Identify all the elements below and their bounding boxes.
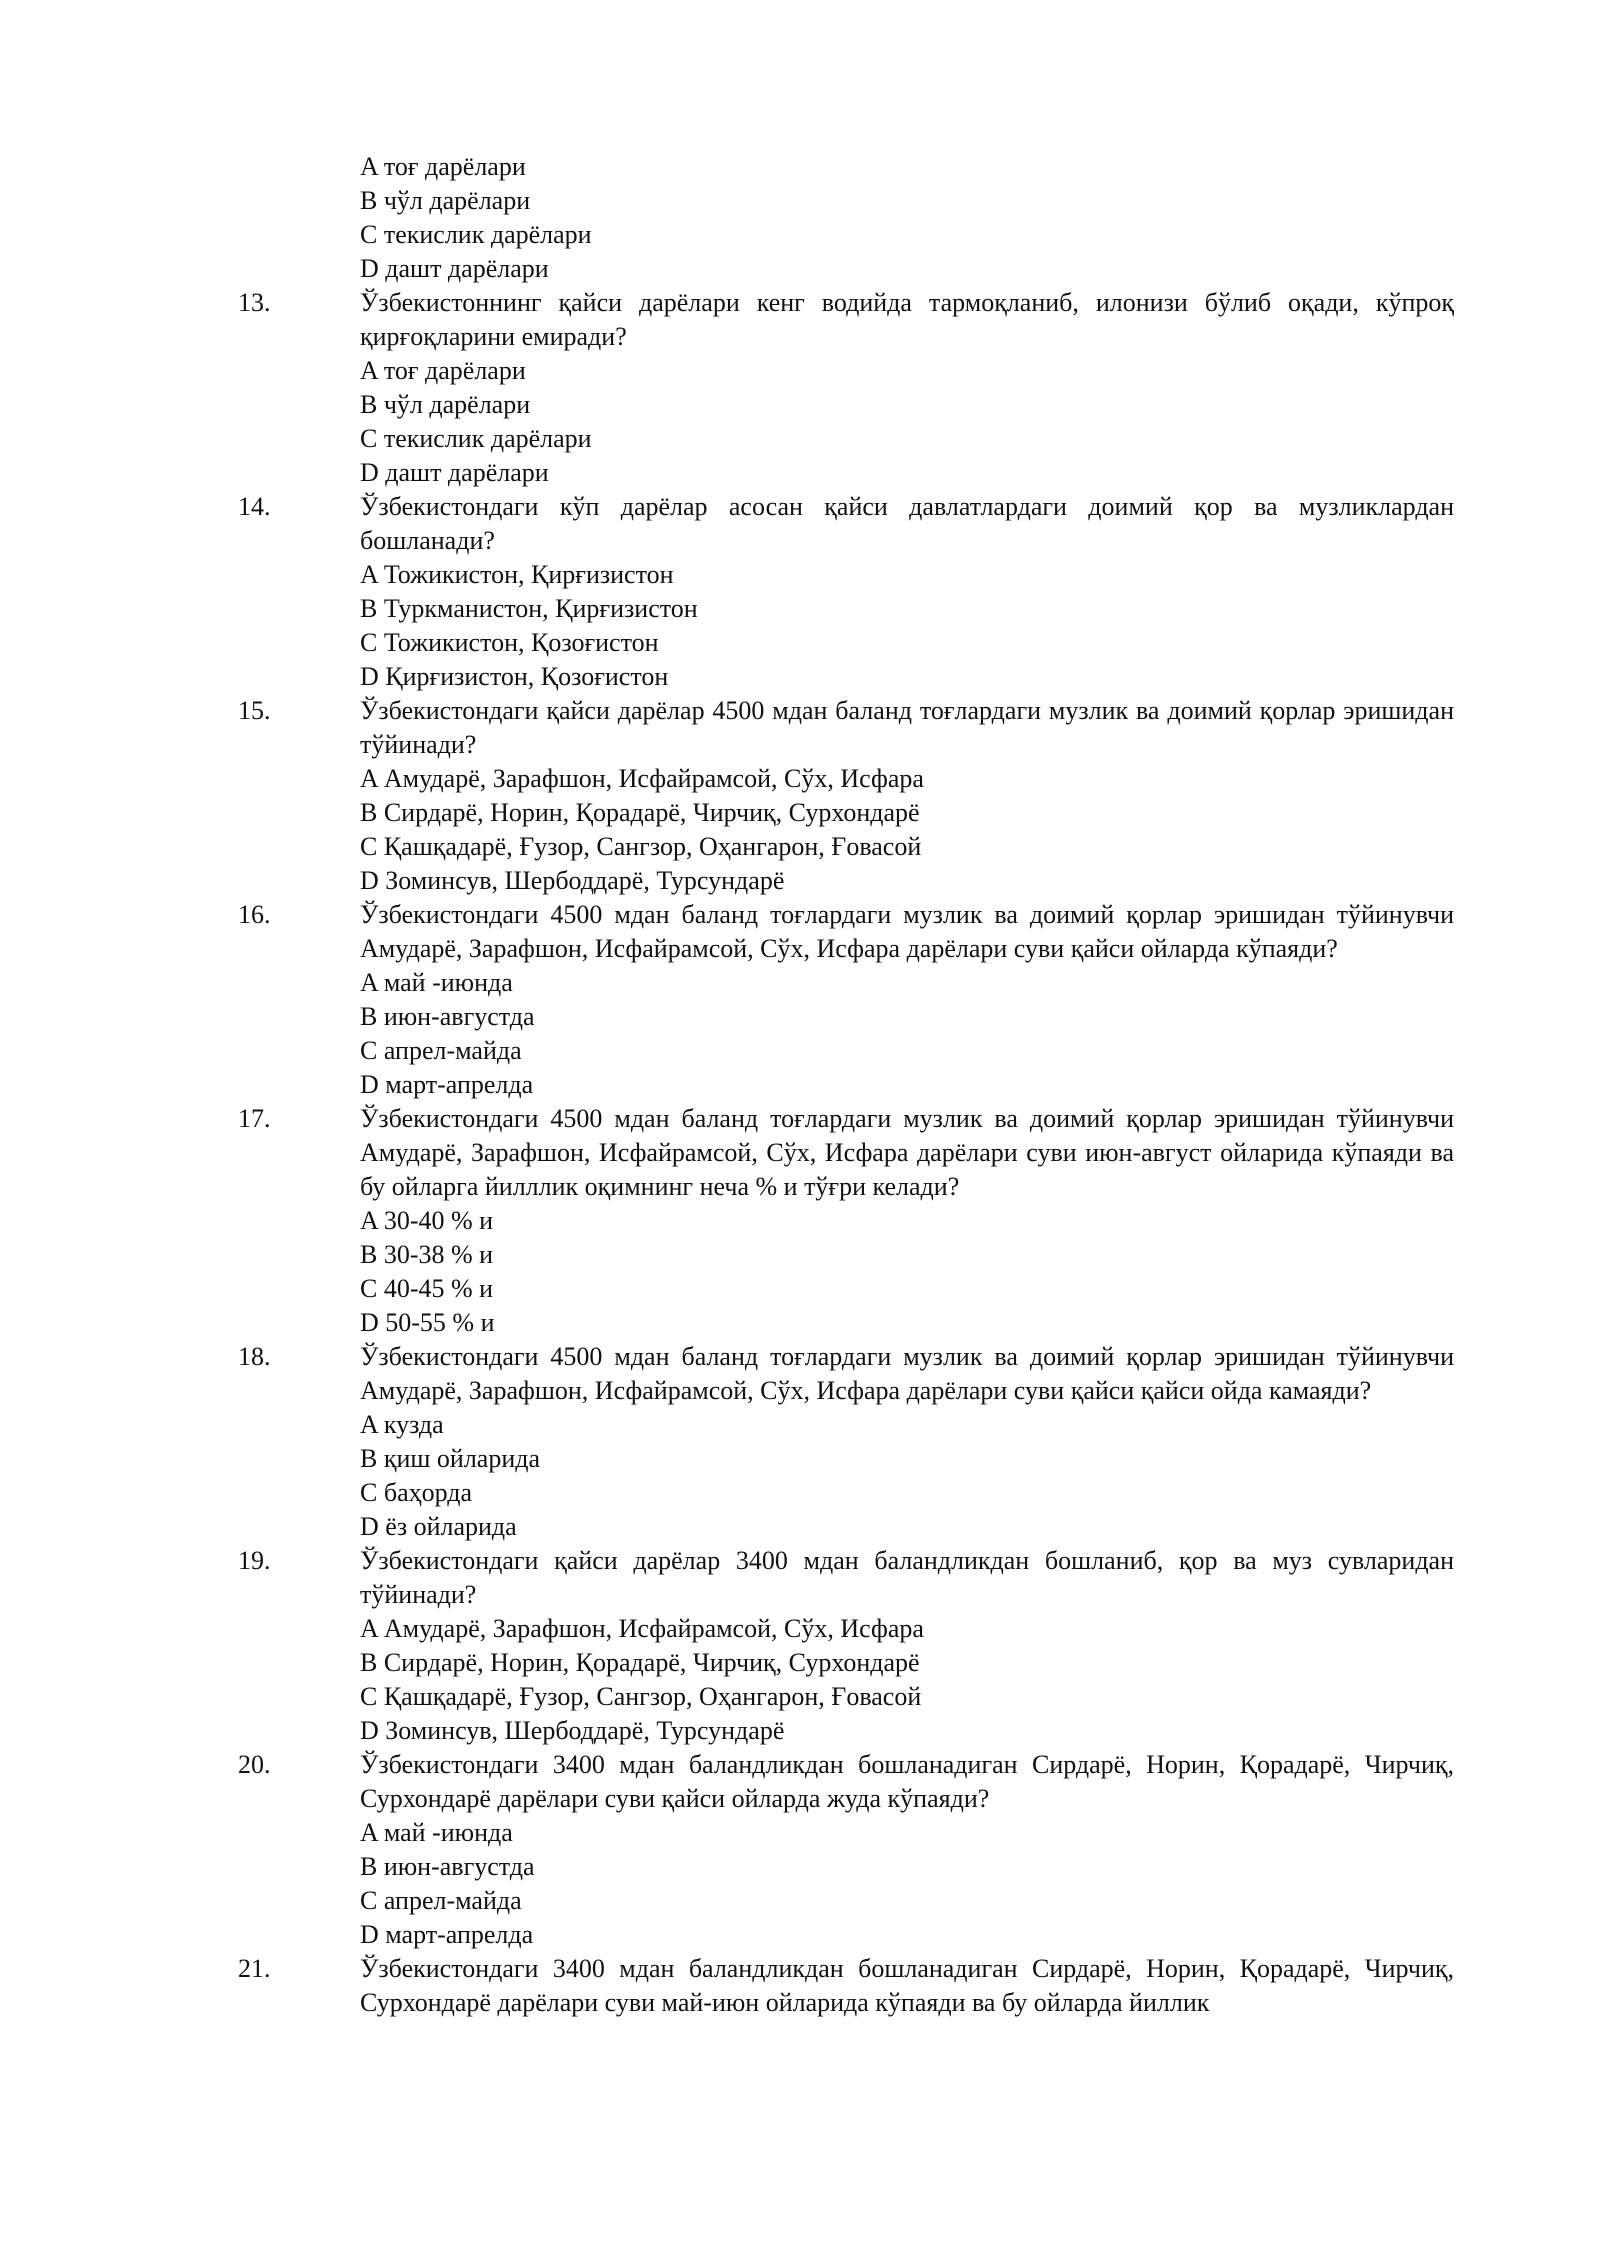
answer-option: A тоғ дарёлари [360, 356, 526, 385]
answer-option: A 30-40 % и [360, 1206, 494, 1235]
answer-option: A Тожикистон, Қирғизистон [360, 560, 674, 589]
answer-option: C Тожикистон, Қозоғистон [360, 628, 659, 657]
answer-option: D Қирғизистон, Қозоғистон [360, 662, 669, 691]
question-number: 17. [238, 1104, 271, 1133]
answer-option: D дашт дарёлари [360, 254, 549, 283]
answer-option: A май -июнда [360, 1818, 513, 1847]
question-14 [0, 490, 1600, 694]
question-text: Ўзбекистондаги 4500 мдан баланд тоғлардаги музлик ва доимий қорлар эришидан тўйинувчи Амударё, Зарафшон, Исфайрамсой, Сўх, Исфара дарёлари суви қайси қайси ойда камаяди? [360, 1342, 1454, 1405]
question-number: 20. [238, 1750, 271, 1779]
answer-option: B Сирдарё, Норин, Қорадарё, Чирчиқ, Сурхондарё [360, 798, 920, 827]
question-15 [0, 694, 1600, 898]
answer-option: A кузда [360, 1410, 444, 1439]
question-number: 18. [238, 1342, 271, 1371]
question-text: Ўзбекистондаги қайси дарёлар 4500 мдан баланд тоғлардаги музлик ва доимий қорлар эришидан тўйинади? [360, 696, 1454, 759]
answer-option: B Сирдарё, Норин, Қорадарё, Чирчиқ, Сурхондарё [360, 1648, 920, 1677]
question-text: Ўзбекистондаги 4500 мдан баланд тоғлардаги музлик ва доимий қорлар эришидан тўйинувчи Амударё, Зарафшон, Исфайрамсой, Сўх, Исфара дарёлари суви июн-август ойларида кўпаяди ва бу ойларга йилллик оқимнинг неча % и тўғри келади? [360, 1104, 1454, 1201]
answer-option: D дашт дарёлари [360, 458, 549, 487]
answer-option: B июн-августда [360, 1852, 535, 1881]
answer-option: C апрел-майда [360, 1886, 522, 1915]
answer-option: B 30-38 % и [360, 1240, 494, 1269]
answer-option: C Қашқадарё, Ғузор, Сангзор, Оҳангарон, Ғовасой [360, 1682, 922, 1711]
question-text: Ўзбекистоннинг қайси дарёлари кенг водийда тармоқланиб, илонизи бўлиб оқади, кўпроқ қирғоқларини емиради? [360, 288, 1454, 351]
answer-option: B чўл дарёлари [360, 390, 531, 419]
question-text: Ўзбекистондаги 3400 мдан баландликдан бошланадиган Сирдарё, Норин, Қорадарё, Чирчиқ, Сурхондарё дарёлари суви май-июн ойларида кўпаяди ва бу ойларда йиллик [360, 1954, 1454, 2017]
answer-option: B июн-августда [360, 1002, 535, 1031]
answer-option: D март-апрелда [360, 1070, 534, 1099]
question-21 [0, 1952, 1600, 2020]
question-16 [0, 898, 1600, 1102]
answer-option: D март-апрелда [360, 1920, 534, 1949]
question-19 [0, 1544, 1600, 1748]
answer-option: C Қашқадарё, Ғузор, Сангзор, Оҳангарон, Ғовасой [360, 832, 922, 861]
answer-option: B қиш ойларида [360, 1444, 541, 1473]
answer-option: A Амударё, Зарафшон, Исфайрамсой, Сўх, Исфара [360, 1614, 924, 1643]
document-page [0, 150, 1600, 2020]
question-text: Ўзбекистондаги кўп дарёлар асосан қайси давлатлардаги доимий қор ва музликлардан бошланади? [360, 492, 1454, 555]
answer-option: D Зоминсув, Шербоддарё, Турсундарё [360, 1716, 785, 1745]
question-number: 16. [238, 900, 271, 929]
question-18 [0, 1340, 1600, 1544]
answer-option: D 50-55 % и [360, 1308, 495, 1337]
question-13 [0, 286, 1600, 490]
question-number: 15. [238, 696, 271, 725]
question-text: Ўзбекистондаги 3400 мдан баландликдан бошланадиган Сирдарё, Норин, Қорадарё, Чирчиқ, Сурхондарё дарёлари суви қайси ойларда жуда кўпаяди? [360, 1750, 1454, 1813]
answer-option: D ёз ойларида [360, 1512, 517, 1541]
answer-option: C баҳорда [360, 1478, 473, 1507]
question-20 [0, 1748, 1600, 1952]
question-number: 21. [238, 1954, 271, 1983]
question-number: 13. [238, 288, 271, 317]
answer-option: C текислик дарёлари [360, 220, 592, 249]
question-text: Ўзбекистондаги 4500 мдан баланд тоғлардаги музлик ва доимий қорлар эришидан тўйинувчи Амударё, Зарафшон, Исфайрамсой, Сўх, Исфара дарёлари суви қайси ойларда кўпаяди? [360, 900, 1454, 963]
answer-option: C текислик дарёлари [360, 424, 592, 453]
answer-option: A тоғ дарёлари [360, 152, 526, 181]
answer-option: B Туркманистон, Қирғизистон [360, 594, 698, 623]
answer-option: A Амударё, Зарафшон, Исфайрамсой, Сўх, Исфара [360, 764, 924, 793]
opening-options [0, 150, 1600, 286]
answer-option: B чўл дарёлари [360, 186, 531, 215]
answer-option: D Зоминсув, Шербоддарё, Турсундарё [360, 866, 785, 895]
question-17 [0, 1102, 1600, 1340]
answer-option: C 40-45 % и [360, 1274, 494, 1303]
answer-option: A май -июнда [360, 968, 513, 997]
question-number: 14. [238, 492, 271, 521]
question-text: Ўзбекистондаги қайси дарёлар 3400 мдан баландликдан бошланиб, қор ва муз сувларидан тўйинади? [360, 1546, 1454, 1609]
question-number: 19. [238, 1546, 271, 1575]
answer-option: C апрел-майда [360, 1036, 522, 1065]
